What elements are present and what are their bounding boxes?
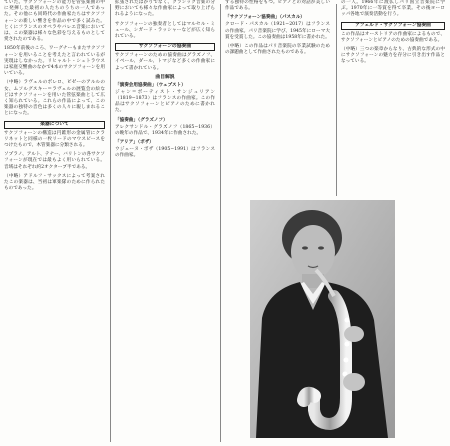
paragraph: クロード・パスカル（1921−2017）はフランスの作曲家。パリ音楽院に学び、1945年にローマ大賞を受賞した。この協奏曲は1958年に書かれた。 <box>225 22 330 40</box>
column-divider <box>336 4 337 196</box>
text-column-2 <box>115 0 215 446</box>
subheading: 「アリア」（ボザ） <box>115 140 154 146</box>
paragraph: 1850年前後のころ、ワーグナーもまたサクソフォーンを用いることを考えたと言われているが実現はしなかった。リヒャルト・シュトラウスは家庭交響曲のなかで4本のサクソフォーンを用いている。 <box>4 46 105 77</box>
paragraph: ジャン＝ボーティスト・サンジュリアン（1819−1873）はフランスの作曲家。この作品はサクソフォーンとピアノのために書かれた。 <box>115 89 215 114</box>
section-heading: 曲目解説 <box>155 74 175 80</box>
text-column-4 <box>341 0 445 196</box>
section-heading: 楽器について <box>4 121 105 129</box>
paragraph: アレクサンドル・グラズノフ（1865−1936）の晩年の作品で、1934年に作曲された。 <box>115 124 215 136</box>
paragraph: サクソフォーンのための協奏曲はグラズノフ、イベール、ダール、トマジなど多くの作曲家によって書かれている。 <box>115 53 215 71</box>
paragraph: （中略）アドルフ・サックスによって考案されたこの楽器は、当初は軍楽隊のために作られたものであった。 <box>4 173 105 192</box>
subheading: 「サクソフォーン協奏曲」（パスカル） <box>225 15 305 21</box>
right-hand <box>343 373 365 391</box>
subheading: 「協奏曲」（グラズノフ） <box>115 117 168 123</box>
saxophonist-photo <box>250 200 395 438</box>
paragraph: ウジェーヌ・ボザ（1905−1991）はフランスの作曲家。 <box>115 147 215 159</box>
paragraph: サクソフォーンの独奏者としてはマルセル・ミュール、シガード・ラッシャーなどが広く知られている。 <box>115 21 215 40</box>
paragraph: （中略）ラヴェルのボレロ、ビゼーのアルルの女、ムソルグスキー＝ラヴェルの展覧会の絵などはサクソフォーンを用いた管弦楽曲として広く知られている。これらの作品によって、この楽器の独特の音色は多くの人々に親しまれることになった。 <box>4 80 105 117</box>
face-shape <box>291 225 335 279</box>
paragraph: この作品はオーストリアの作曲家によるもので、サクソフォーンとピアノのための協奏曲である。 <box>341 31 445 43</box>
paragraph: （中略）この作品はパリ音楽院の卒業試験のための課題曲として作曲されたものである。 <box>225 44 330 56</box>
text-column-1 <box>4 0 105 446</box>
column-divider <box>110 4 111 442</box>
section-heading: サクソフォーンの協奏曲 <box>115 43 215 51</box>
paragraph: 拡張されたばかりでなく、クラシック音楽の分野においても様々な作曲家によって取り上げられるようになった。 <box>115 0 215 18</box>
paragraph: ていた。サクソフォーンの能力を管弦楽曲の中に発揮した最初の人たちのうちの一人であった。その他にも同時代の作曲家たちはサクソフォーンの新しい響きを作品の中で多く試みた。とくにフランスのオペラやバレエ音楽においては、この楽器は様々な色彩を与えるものとして愛されたのである。 <box>4 0 105 43</box>
section-heading: アフェルド・サクソフォーン協奏曲 <box>341 22 445 30</box>
saxophone-bell <box>304 394 314 400</box>
paragraph: の一人。1966年に渡仏しパリ国立音楽院に学ぶ。1970年に一等賞を得て卒業。その後ヨーロッパ各地で演奏活動を行う。 <box>341 0 445 18</box>
text-column-3 <box>225 0 330 196</box>
paragraph: する独特の性格をもつ。ピアノとの対話が美しい作品である。 <box>225 0 330 12</box>
subheading: 「演奏会用協奏曲」（ウェブスト） <box>115 82 186 88</box>
paragraph: ソプラノ、アルト、テナー、バリトンの各サクソフォーンが現在では最もよく用いられている。音域はそれぞれ約2オクターブ半である。 <box>4 152 105 170</box>
column-divider <box>220 4 221 442</box>
left-hand <box>344 326 364 342</box>
paragraph: サクソフォーンの構造は円錐形の金属管にクラリネットと同様の一枚リードのマウスピースをつけたもので、木管楽器に分類される。 <box>4 130 105 149</box>
paragraph: （中略）三つの楽章からなり、古典的な形式の中にサクソフォーンの魅力を存分に引き出す作品となっている。 <box>341 47 445 65</box>
